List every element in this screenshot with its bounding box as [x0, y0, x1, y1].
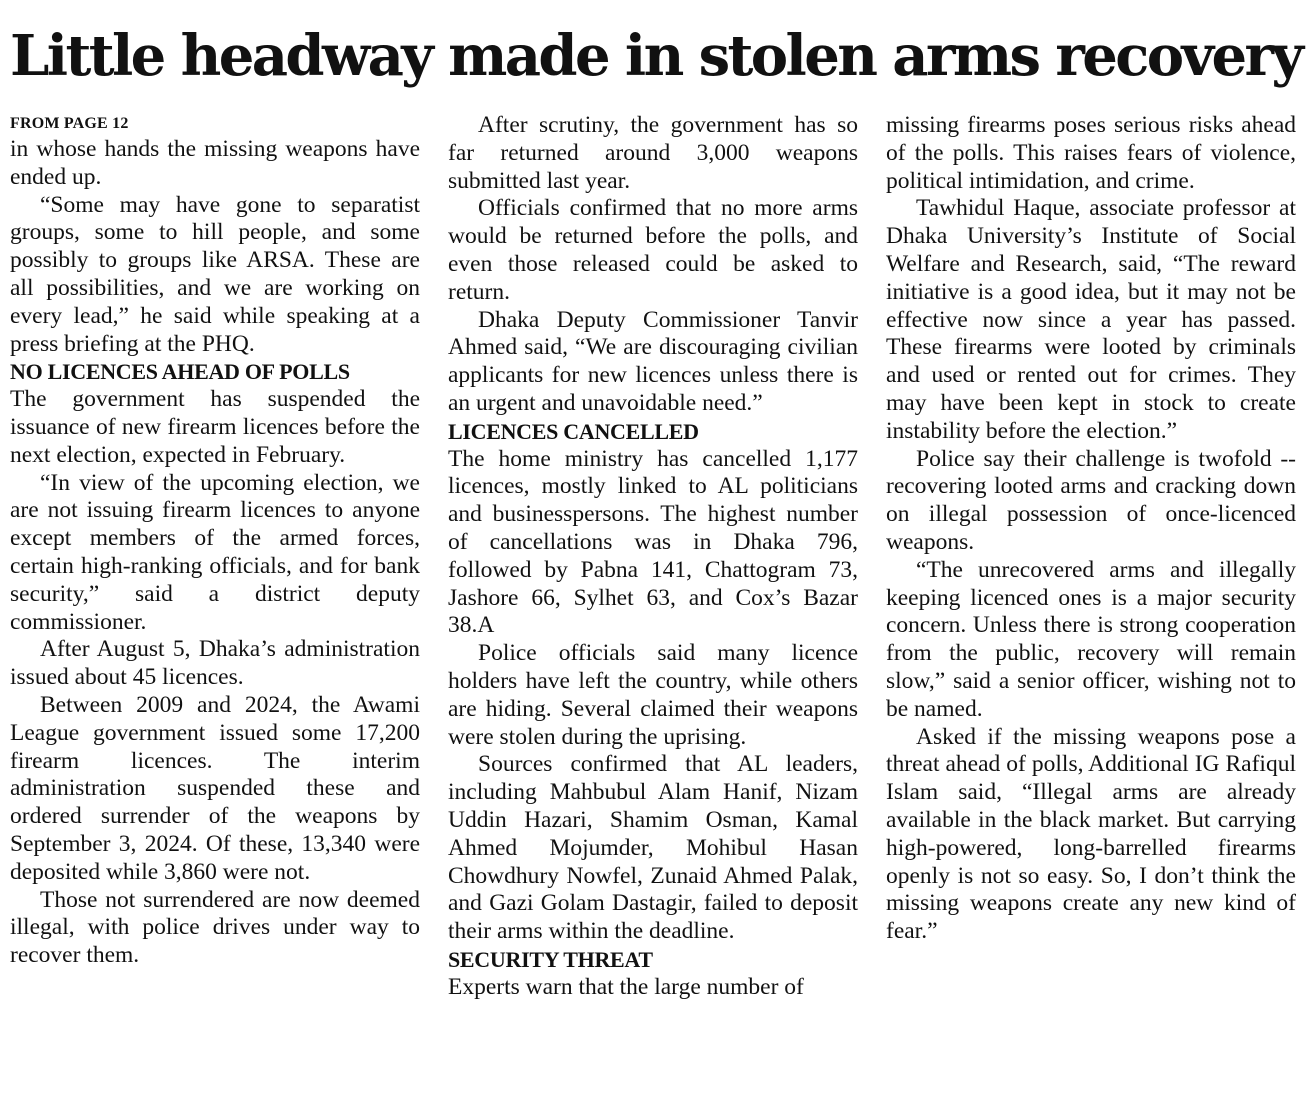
paragraph: After August 5, Dhaka’s administration issued about 45 licences. — [10, 636, 420, 691]
article-headline: Little headway made in stolen arms recovery — [10, 23, 1302, 89]
paragraph: Police officials said many licence holders have left the country, while others are hiding. Several claimed their weapons were stolen during the uprising. — [448, 640, 858, 750]
paragraph: Asked if the missing weapons pose a threat ahead of polls, Additional IG Rafiqul Islam said, “Illegal arms are already available in the black market. But carrying high-powered, long-barrelled firearms openly is not so easy. So, I don’t think the missing weapons create any new kind of fear.” — [886, 723, 1296, 945]
paragraph: missing firearms poses serious risks ahead of the polls. This raises fears of violence, political intimidation, and crime. — [886, 112, 1296, 194]
paragraph: The home ministry has cancelled 1,177 licences, mostly linked to AL politicians and businesspersons. The highest number of cancellations was in Dhaka 796, followed by Pabna 141, Chattogram 73, Jashore 66, Sylhet 63, and Cox’s Bazar 38.A — [448, 445, 858, 639]
paragraph: Dhaka Deputy Commissioner Tanvir Ahmed said, “We are discouraging civilian applicants for new licences unless there is an urgent and unavoidable need.” — [448, 306, 858, 416]
paragraph: Police say their challenge is twofold -- recovering looted arms and cracking down on illegal possession of once-licenced weapons. — [886, 445, 1296, 555]
paragraph: Experts warn that the large number of — [448, 973, 804, 1000]
paragraph: Sources confirmed that AL leaders, including Mahbubul Alam Hanif, Nizam Uddin Hazari, Shamim Osman, Kamal Ahmed Mojumder, Mohibul Hasan Chowdhury Nowfel, Zunaid Ahmed Palak, and Gazi Golam Dastagir, failed to deposit their arms within the deadline. — [448, 751, 858, 945]
subheading-security-threat: SECURITY THREAT — [448, 946, 653, 972]
article-body — [10, 112, 1300, 1097]
continuation-kicker: FROM PAGE 12 — [10, 115, 129, 132]
paragraph: The government has suspended the issuance of new firearm licences before the next election, expected in February. — [10, 386, 420, 468]
subheading-licences-cancelled: LICENCES CANCELLED — [448, 418, 699, 444]
paragraph: “In view of the upcoming election, we are not issuing firearm licences to anyone except members of the armed forces, certain high-ranking officials, and for bank security,” said a district deputy commissioner. — [10, 469, 420, 635]
paragraph: Those not surrendered are now deemed illegal, with police drives under way to recover them. — [10, 886, 420, 969]
article-column-2 — [448, 112, 858, 1097]
paragraph: Officials confirmed that no more arms would be returned before the polls, and even those released could be asked to return. — [448, 195, 858, 305]
paragraph: After scrutiny, the government has so far returned around 3,000 weapons submitted last year. — [448, 112, 858, 194]
article-column-3 — [886, 112, 1296, 1097]
paragraph: Between 2009 and 2024, the Awami League government issued some 17,200 firearm licences. The interim administration suspended these and ordered surrender of the weapons by September 3, 2024. Of these, 13,340 were deposited while 3,860 were not. — [10, 691, 420, 885]
subheading-no-licences: NO LICENCES AHEAD OF POLLS — [10, 359, 350, 385]
paragraph: Tawhidul Haque, associate professor at Dhaka University’s Institute of Social Welfare and Research, said, “The reward initiative is a good idea, but it may not be effective now since a year has passed. These firearms were looted by criminals and used or rented out for crimes. They may have been kept in stock to create instability before the election.” — [886, 195, 1296, 444]
article-column-1 — [10, 112, 420, 1097]
paragraph: “The unrecovered arms and illegally keeping licenced ones is a major security concern. Unless there is strong cooperation from the public, recovery will remain slow,” said a senior officer, wishing not to be named. — [886, 556, 1296, 722]
paragraph: “Some may have gone to separatist groups, some to hill people, and some possibly to groups like ARSA. These are all possibilities, and we are working on every lead,” he said while speaking at a press briefing at the PHQ. — [10, 191, 420, 357]
paragraph: in whose hands the missing weapons have ended up. — [10, 136, 420, 190]
